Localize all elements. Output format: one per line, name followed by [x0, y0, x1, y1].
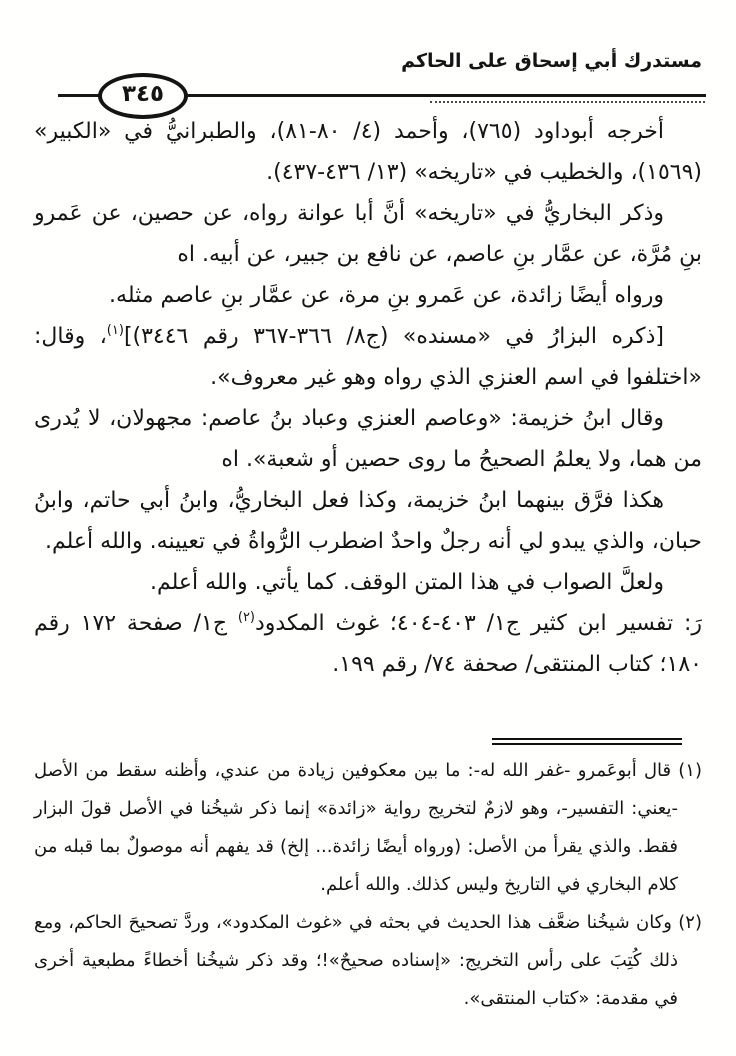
body-paragraph-8 — [34, 603, 702, 685]
body-paragraph-3: ورواه أيضًا زائدة، عن عَمرو بنِ مرة، عن عمَّار بنِ عاصم مثله. — [109, 283, 664, 308]
paragraph-8-text-b: ج١/ صفحة ١٧٢ رقم ١٨٠؛ كتاب المنتقى/ صحفة ٧٤/ رقم ١٩٩. — [34, 611, 702, 677]
footnote-2: (٢) وكان شيخُنا ضعَّف هذا الحديث في بحثه في «غوث المكدود»، وردَّ تصحيحَ الحاكم، ومع ذلك كُتِبَ على رأس التخريج: «إسناده صحيحٌ»!؛ وقد ذكر شيخُنا أخطاءً مطبعية أخرى في مقدمة: «كتاب المنتقى». — [34, 912, 702, 1009]
paragraph-4-text-b: ، وقال: «اختلفوا في اسم العنزي الذي رواه وهو غير معروف». — [34, 324, 702, 390]
body-paragraph-2: وذكر البخاريُّ في «تاريخه» أنَّ أبا عوانة رواه، عن حصين، عن عَمرو بنِ مُرَّة، عن عمَّار بنِ عاصم، عن نافع بن جبير، عن أبيه. اه — [34, 201, 702, 267]
body-paragraph-6: هكذا فرَّق بينهما ابنُ خزيمة، وكذا فعل البخاريُّ، وابنُ أبي حاتم، وابنُ حبان، والذي يبدو لي أنه رجلٌ واحدٌ اضطرب الرُّواةُ في تعيينه. والله أعلم. — [34, 488, 702, 554]
book-title: مستدرك أبي إسحاق على الحاكم — [401, 50, 702, 72]
footnote-ref-2: (٢) — [237, 610, 255, 625]
footnote-ref-1: (١) — [106, 323, 124, 338]
body-paragraph-4 — [34, 316, 702, 398]
page-body — [34, 111, 702, 685]
body-paragraph-1: أخرجه أبوداود (٧٦٥)، وأحمد (٤/ ٨٠-٨١)، والطبرانيُّ في «الكبير» (١٥٦٩)، والخطيب في «تاريخه» (١٣/ ٤٣٦-٤٣٧). — [34, 119, 702, 185]
body-paragraph-5: وقال ابنُ خزيمة: «وعاصم العنزي وعباد بنُ عاصم: مجهولان، لا يُدرى من هما، ولا يعلمُ الصحيحُ ما روى حصين أو شعبة». اه — [34, 406, 702, 472]
body-paragraph-7: ولعلَّ الصواب في هذا المتن الوقف. كما يأتي. والله أعلم. — [150, 570, 664, 595]
footnotes-section — [34, 752, 702, 1018]
paragraph-8-text-a: رَ: تفسير ابن كثير ج١/ ٤٠٣-٤٠٤؛ غوث المكدود — [255, 611, 702, 636]
page-number: ٣٤٥ — [121, 81, 165, 107]
paragraph-4-text-a: [ذكره البزارُ في «مسنده» (ج٨/ ٣٦٦-٣٦٧ رقم ٣٤٤٦)] — [123, 324, 664, 349]
footnote-1: (١) قال أبوعَمرو -غفر الله له-: ما بين معكوفين زيادة من عندي، وأظنه سقط من الأصل -يعني: التفسير-، وهو لازمٌ لتخريج رواية «زائدة» إنما ذكر شيخُنا في الأصل قولَ البزار فقط. والذي يقرأ من الأصل: (ورواه أيضًا زائدة... إلخ) قد يفهم أنه موصولٌ بما قبله من كلام البخاري في التاريخ وليس كذلك. والله أعلم. — [34, 760, 702, 895]
page-number-badge — [98, 73, 188, 119]
header-rule-dashed — [430, 101, 705, 103]
footnote-separator — [492, 738, 682, 745]
